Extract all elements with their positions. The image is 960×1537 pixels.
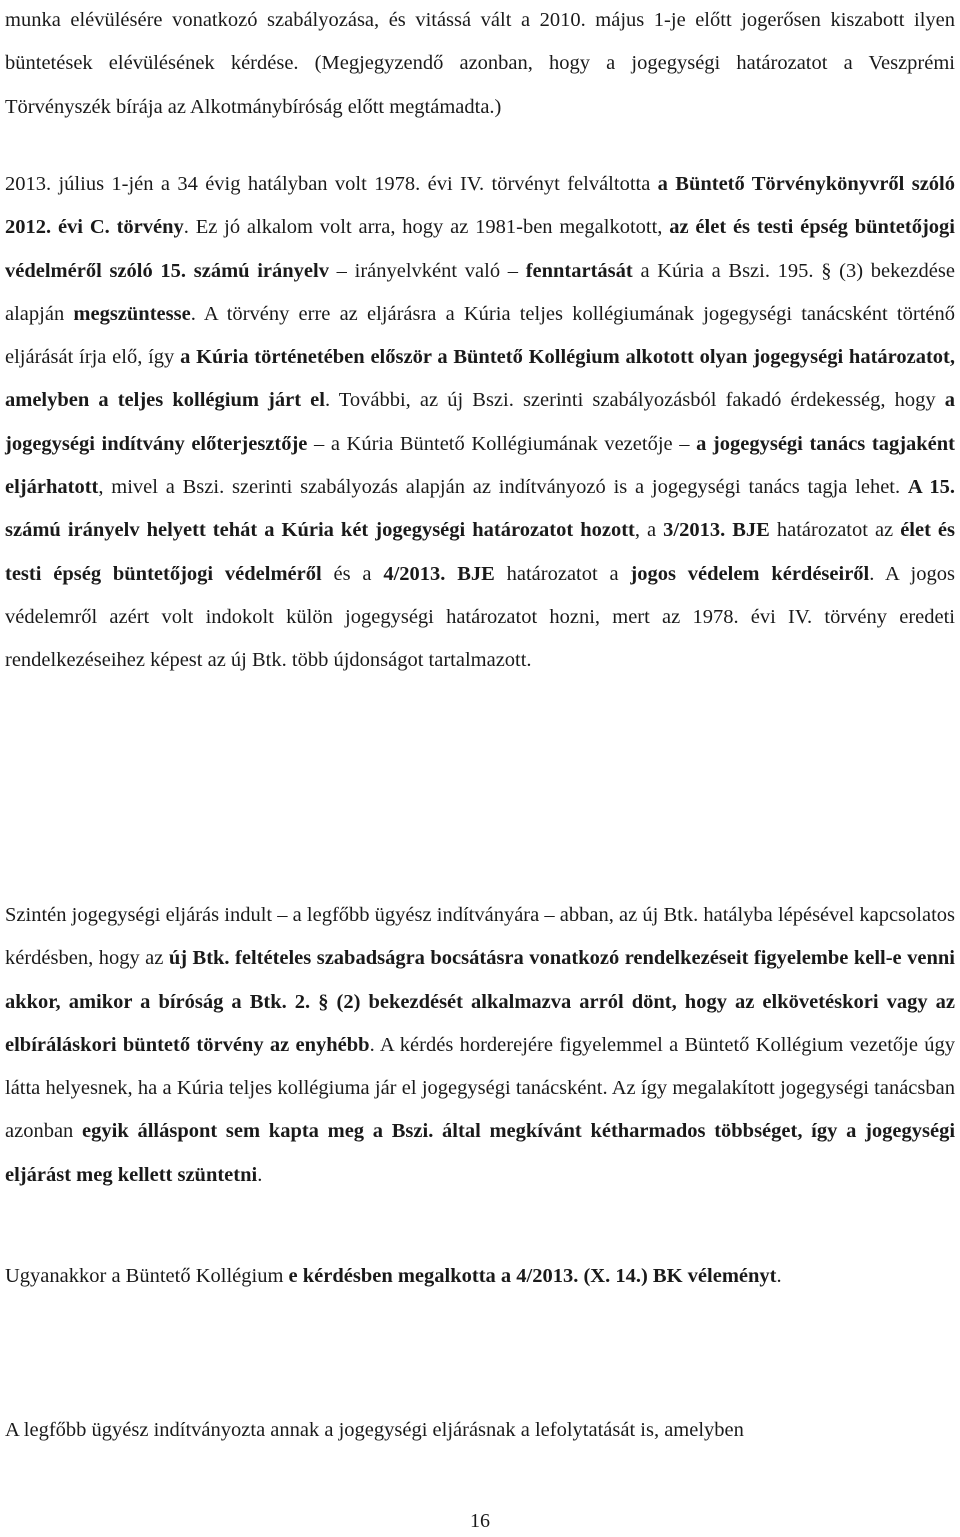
bold-text-run: 4/2013. BJE xyxy=(383,562,495,585)
bold-text-run: az élet és testi épség büntetőjogi védelméről szóló 15. számú irányelv xyxy=(5,216,955,282)
paragraph-parole-uniformity xyxy=(5,894,955,1197)
paragraph-bk-opinion xyxy=(5,1255,955,1298)
text-run: . xyxy=(257,1163,263,1186)
bold-text-run: jogos védelem kérdéseiről xyxy=(630,562,870,585)
text-run: . Ez jó alkalom volt arra, hogy az 1981-ben megalkotott, xyxy=(183,216,670,239)
bold-text-run: 3/2013. BJE xyxy=(663,519,770,542)
paragraph-new-criminal-code xyxy=(5,163,955,683)
text-run: és a xyxy=(321,562,384,585)
bold-text-run: új Btk. feltételes szabadságra bocsátásra vonatkozó rendelkezéseit figyelembe kell-e venni akkor, amikor a bíróság a Btk. 2. § (2) bekezdését alkalmazva arról dönt, hogy az elkövetéskori vagy az elbíráláskori büntető törvény az enyhébb xyxy=(5,947,955,1056)
text-run: , mivel a Bszi. szerinti szabályozás alapján az indítványozó is a jogegységi tanács tagja lehet. xyxy=(98,476,908,499)
text-run: Szintén jogegységi eljárás indult – a legfőbb ügyész indítványára – abban, az új Btk. hatályba lépésével kapcsolatos kérdésben, hogy az xyxy=(5,904,955,970)
bold-text-run: a Kúria történetében először a Büntető Kollégium alkotott olyan jogegységi határozatot, amelyben a teljes kollégium járt el xyxy=(5,346,955,412)
bold-text-run: a Büntető Törvénykönyvről szóló 2012. évi C. törvény xyxy=(5,173,956,239)
page-number: 16 xyxy=(470,1510,490,1532)
bold-text-run: a jogegységi indítvány előterjesztője xyxy=(5,389,955,455)
text-run: határozatot az xyxy=(769,519,901,542)
text-run: , a xyxy=(634,519,664,542)
text-run: határozatot a xyxy=(494,562,631,585)
bold-text-run: megszüntesse xyxy=(73,302,191,325)
text-run: – a Kúria Büntető Kollégiumának vezetője – xyxy=(307,432,697,455)
bold-text-run: élet és testi épség büntetőjogi védelméről xyxy=(5,519,956,585)
bold-text-run: A 15. számú irányelv helyett tehát a Kúria két jogegységi határozatot hozott xyxy=(5,476,955,542)
text-run: . További, az új Bszi. szerinti szabályozásból fakadó érdekesség, hogy xyxy=(324,389,945,412)
bold-text-run: e kérdésben megalkotta a 4/2013. (X. 14.) BK véleményt xyxy=(288,1265,777,1287)
text-run: . A kérdés horderejére figyelemmel a Büntető Kollégium vezetője úgy látta helyesnek, ha a Kúria teljes kollégiuma jár el jogegységi tanácsként. Az így megalakított jogegységi tanácsban azonban xyxy=(5,1033,955,1143)
bold-text-run: fenntartását xyxy=(525,259,633,282)
text-run: Ugyanakkor a Büntető Kollégium xyxy=(5,1265,289,1287)
paragraph-prosecutor-motion xyxy=(5,1409,955,1452)
text-run: A legfőbb ügyész indítványozta annak a jogegységi eljárásnak a lefolytatását is, amelyben xyxy=(5,1419,744,1441)
bold-text-run: egyik álláspont sem kapta meg a Bszi. által megkívánt kétharmados többséget, így a jogegységi eljárást meg kellett szüntetni xyxy=(5,1120,956,1186)
text-run: munka elévülésére vonatkozó szabályozása, és vitássá vált a 2010. május 1-je előtt jogerősen kiszabott ilyen büntetések elévülésének kérdése. (Megjegyzendő azonban, hogy a jogegységi határozatot a Veszprémi Törvényszék bírája az Alkotmánybíróság előtt megtámadta.) xyxy=(5,9,955,118)
text-run: – irányelvként való – xyxy=(328,259,526,282)
text-run: a Kúria a Bszi. 195. § (3) bekezdése alapján xyxy=(5,259,955,325)
paragraph-limitation-intro xyxy=(5,0,955,129)
text-run: . A törvény erre az eljárásra a Kúria teljes kollégiumának jogegységi tanácsként történő eljárását írja elő, így xyxy=(5,302,955,369)
text-run: . xyxy=(776,1265,782,1287)
text-run: . A jogos védelemről azért volt indokolt külön jogegységi határozatot hozni, mert az 1978. évi IV. törvény eredeti rendelkezéseihez képest az új Btk. több újdonságot tartalmazott. xyxy=(5,562,955,672)
text-run: 2013. július 1-jén a 34 évig hatályban volt 1978. évi IV. törvényt felváltotta xyxy=(5,173,658,195)
bold-text-run: a jogegységi tanács tagjaként eljárhatott xyxy=(5,432,955,499)
